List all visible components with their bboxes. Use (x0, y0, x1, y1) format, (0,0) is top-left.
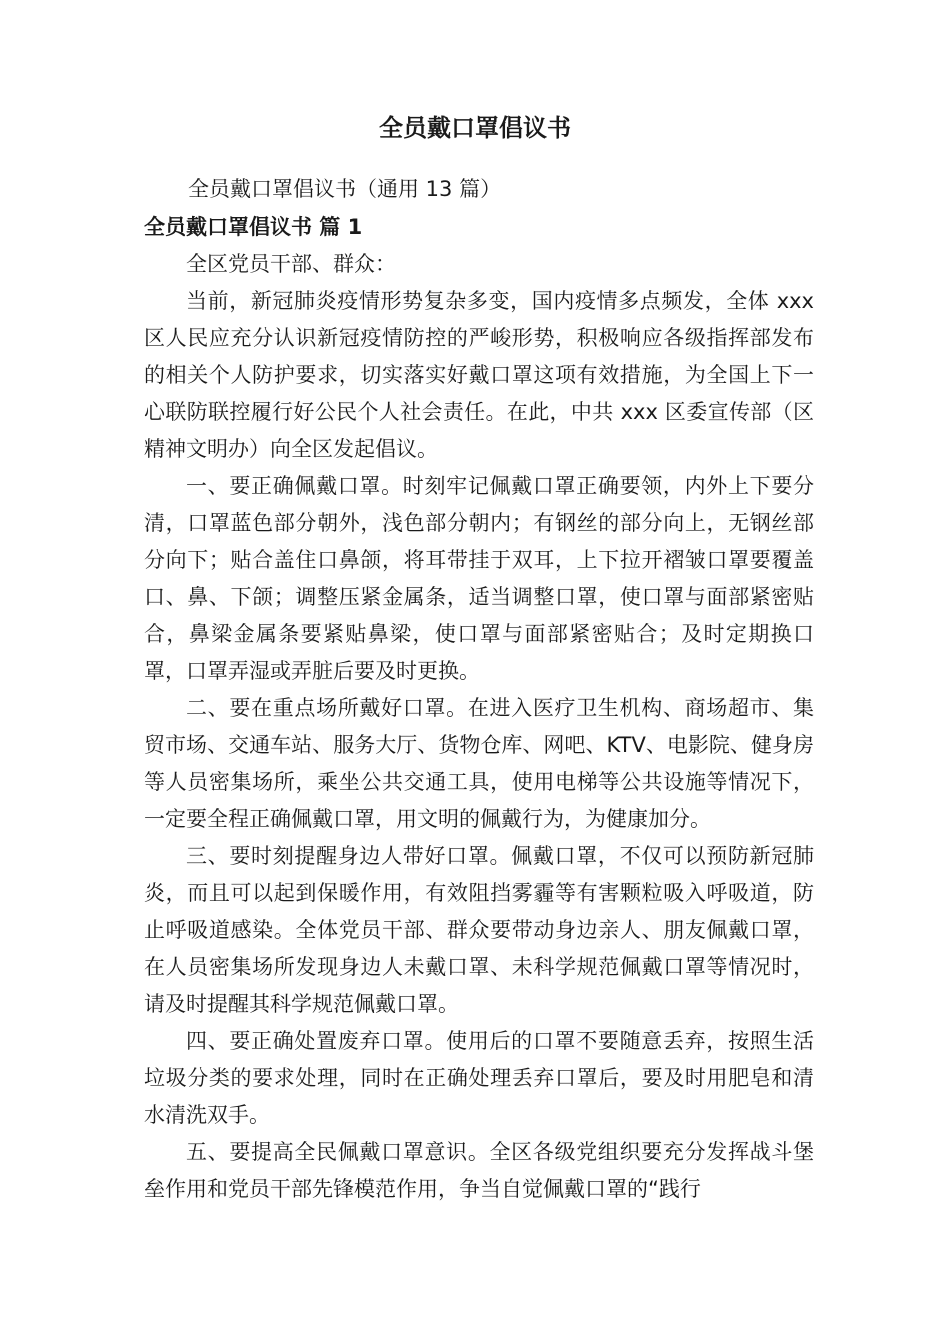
document-title: 全员戴口罩倡议书 (379, 114, 571, 142)
salutation-paragraph: 全区党员干部、群众： (186, 252, 396, 276)
document-subtitle: 全员戴口罩倡议书（通用 13 篇） (188, 177, 502, 201)
intro-paragraph: 当前，新冠肺炎疫情形势复杂多变，国内疫情多点频发，全体 xxx 区人民应充分认识新冠疫情防控的严峻形势，积极响应各级指挥部发布的相关个人防护要求，切实落实好戴口罩这项有效措施，为全国上下一心联防联控履行好公民个人社会责任。在此，中共 xxx 区委宣传部（区精神文明办）向全区发起倡议。 (144, 289, 814, 461)
document-body (144, 246, 814, 1208)
item-paragraph-3: 三、要时刻提醒身边人带好口罩。佩戴口罩，不仅可以预防新冠肺炎，而且可以起到保暖作用，有效阻挡雾霾等有害颗粒吸入呼吸道，防止呼吸道感染。全体党员干部、群众要带动身边亲人、朋友佩戴口罩，在人员密集场所发现身边人未戴口罩、未科学规范佩戴口罩等情况时，请及时提醒其科学规范佩戴口罩。 (144, 844, 814, 1016)
item-paragraph-1: 一、要正确佩戴口罩。时刻牢记佩戴口罩正确要领，内外上下要分清，口罩蓝色部分朝外，浅色部分朝内；有钢丝的部分向上，无钢丝部分向下；贴合盖住口鼻颌，将耳带挂于双耳，上下拉开褶皱口罩要覆盖口、鼻、下颌；调整压紧金属条，适当调整口罩，使口罩与面部紧密贴合，鼻梁金属条要紧贴鼻梁，使口罩与面部紧密贴合；及时定期换口罩，口罩弄湿或弄脏后要及时更换。 (144, 474, 814, 683)
section-heading: 全员戴口罩倡议书 篇 1 (144, 215, 363, 239)
item-paragraph-2: 二、要在重点场所戴好口罩。在进入医疗卫生机构、商场超市、集贸市场、交通车站、服务大厅、货物仓库、网吧、KTV、电影院、健身房等人员密集场所，乘坐公共交通工具，使用电梯等公共设施等情况下，一定要全程正确佩戴口罩，用文明的佩戴行为，为健康加分。 (144, 696, 814, 831)
item-paragraph-5: 五、要提高全民佩戴口罩意识。全区各级党组织要充分发挥战斗堡垒作用和党员干部先锋模范作用，争当自觉佩戴口罩的“践行 (144, 1140, 814, 1201)
item-paragraph-4: 四、要正确处置废弃口罩。使用后的口罩不要随意丢弃，按照生活垃圾分类的要求处理，同时在正确处理丢弃口罩后，要及时用肥皂和清水清洗双手。 (144, 1029, 814, 1127)
